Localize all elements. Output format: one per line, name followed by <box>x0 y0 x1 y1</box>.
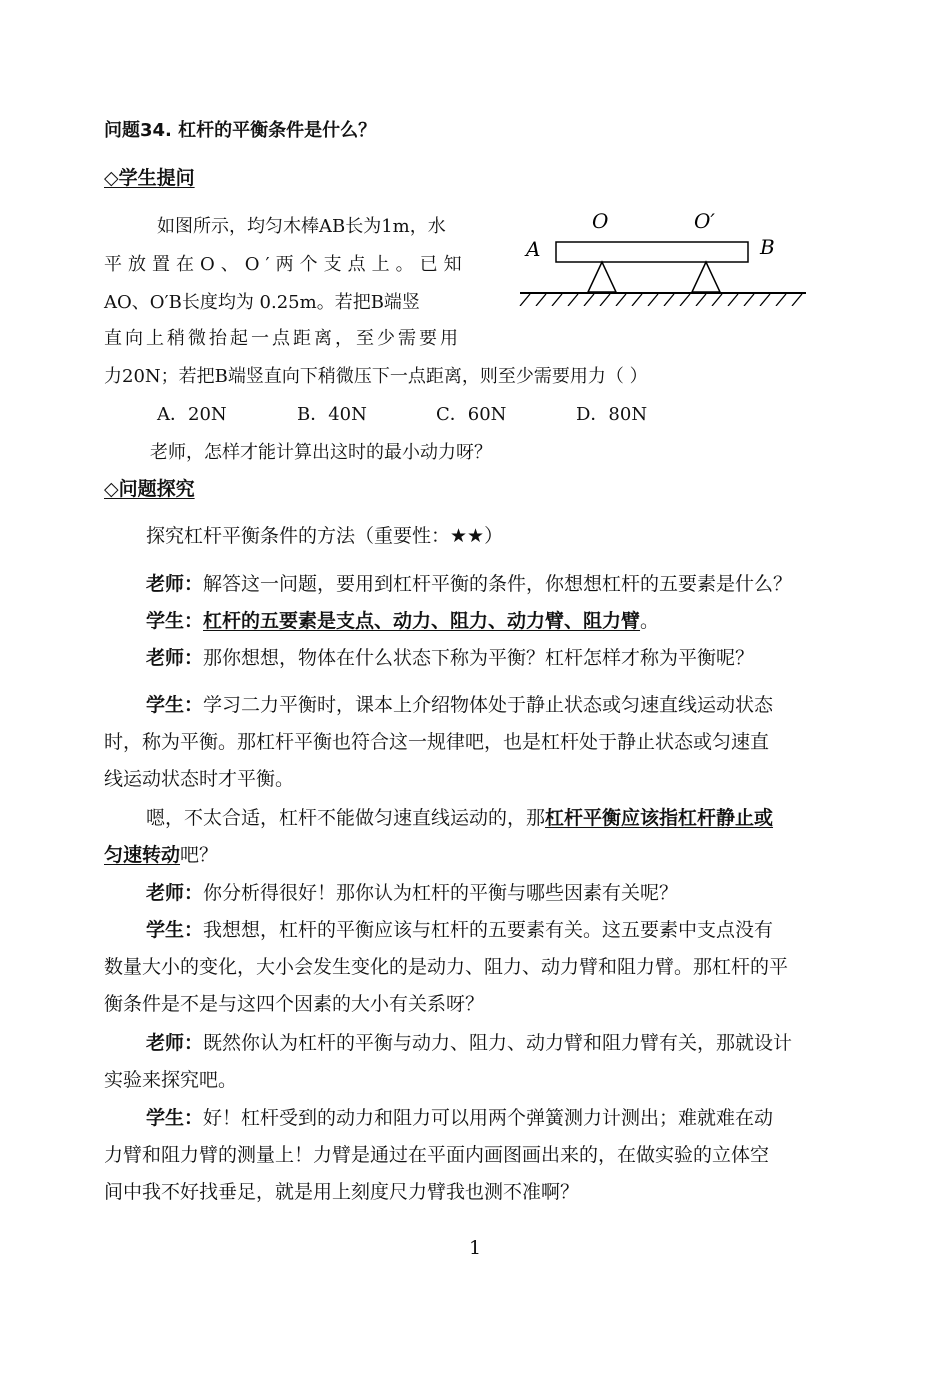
page-title: 问题34. 杠杆的平衡条件是什么？ <box>104 120 377 141</box>
student-label: 学生： <box>146 919 204 941</box>
dialogue-text: 学习二力平衡时，课本上介绍物体处于静止状态或匀速直线运动状态 <box>203 694 774 716</box>
teacher-label: 老师： <box>146 647 204 669</box>
support-o <box>588 262 616 292</box>
wooden-rod <box>556 242 748 262</box>
dialogue-8-line-2: 实验来探究吧。 <box>104 1069 238 1091</box>
dialogue-highlight: 杠杆平衡应该指杠杆静止或 <box>545 807 774 829</box>
label-b: B <box>760 235 775 259</box>
dialogue-4-line-1 <box>146 690 773 717</box>
dialogue-text: 那你想想，物体在什么状态下称为平衡？杠杆怎样才称为平衡呢？ <box>203 647 755 669</box>
dialogue-text: 解答这一问题，要用到杠杆平衡的条件，你想想杠杆的五要素是什么？ <box>203 573 793 595</box>
label-a: A <box>526 237 541 261</box>
dialogue-text: 我想想，杠杆的平衡应该与杠杆的五要素有关。这五要素中支点没有 <box>203 919 774 941</box>
student-ask: 老师，怎样才能计算出这时的最小动力呀？ <box>150 442 492 463</box>
dialogue-text: 好！杠杆受到的动力和阻力可以用两个弹簧测力计测出；难就难在动 <box>203 1107 774 1129</box>
dialogue-2 <box>146 606 659 633</box>
dialogue-7-line-3: 衡条件是不是与这四个因素的大小有关系呀？ <box>104 993 485 1015</box>
label-o-prime: O′ <box>694 209 715 233</box>
student-label: 学生： <box>146 1107 204 1129</box>
dialogue-1 <box>146 569 792 596</box>
ground-hatching <box>520 294 802 306</box>
dialogue-3 <box>146 643 754 670</box>
option-a: A．20N <box>157 404 227 425</box>
teacher-label: 老师： <box>146 573 204 595</box>
problem-line-3: AO、O′B长度均为 0.25m。若把B端竖 <box>104 292 420 313</box>
dialogue-4-line-2: 时，称为平衡。那杠杆平衡也符合这一规律吧，也是杠杆处于静止状态或匀速直 <box>104 731 770 753</box>
problem-line-1: 如图所示，均匀木棒AB长为1m，水 <box>157 216 446 237</box>
dialogue-9-line-1 <box>146 1103 773 1130</box>
dialogue-end: 。 <box>640 610 660 632</box>
section-explore: ◇问题探究 <box>104 478 195 500</box>
option-b: B．40N <box>297 404 367 425</box>
dialogue-text: 嗯，不太合适，杠杆不能做匀速直线运动的，那 <box>146 807 546 829</box>
dialogue-5-line-2 <box>104 840 218 867</box>
section-student-question: ◇学生提问 <box>104 167 195 189</box>
teacher-label: 老师： <box>146 1032 204 1054</box>
dialogue-text: 吧？ <box>180 844 219 866</box>
dialogue-7-line-1 <box>146 915 773 942</box>
problem-line-5: 力20N；若把B端竖直向下稍微压下一点距离，则至少需要用力（ ） <box>104 366 648 387</box>
dialogue-text: 杠杆的五要素是支点、动力、阻力、动力臂、阻力臂 <box>203 610 641 632</box>
dialogue-9-line-2: 力臂和阻力臂的测量上！力臂是通过在平面内画图画出来的，在做实验的立体空 <box>104 1144 770 1166</box>
dialogue-highlight: 匀速转动 <box>104 844 181 866</box>
teacher-label: 老师： <box>146 882 204 904</box>
problem-line-2: 平放置在O、O′两个支点上。已知 <box>104 254 468 275</box>
lever-figure <box>516 206 816 306</box>
option-c: C．60N <box>436 404 507 425</box>
dialogue-4-line-3: 线运动状态时才平衡。 <box>104 768 295 790</box>
page-number: 1 <box>469 1237 482 1259</box>
dialogue-text: 你分析得很好！那你认为杠杆的平衡与哪些因素有关呢？ <box>203 882 679 904</box>
label-o: O <box>592 209 609 233</box>
method-heading: 探究杠杆平衡条件的方法（重要性：★★） <box>146 525 504 547</box>
dialogue-7-line-2: 数量大小的变化，大小会发生变化的是动力、阻力、动力臂和阻力臂。那杠杆的平 <box>104 956 789 978</box>
student-label: 学生： <box>146 610 204 632</box>
problem-line-4: 直向上稍微抬起一点距离，至少需要用 <box>104 328 461 349</box>
option-d: D．80N <box>576 404 648 425</box>
dialogue-8-line-1 <box>146 1028 792 1055</box>
dialogue-9-line-3: 间中我不好找垂足，就是用上刻度尺力臂我也测不准啊？ <box>104 1181 580 1203</box>
dialogue-6 <box>146 878 678 905</box>
dialogue-text: 既然你认为杠杆的平衡与动力、阻力、动力臂和阻力臂有关，那就设计 <box>203 1032 793 1054</box>
dialogue-5-line-1 <box>146 803 773 830</box>
student-label: 学生： <box>146 694 204 716</box>
support-o-prime <box>692 262 720 292</box>
